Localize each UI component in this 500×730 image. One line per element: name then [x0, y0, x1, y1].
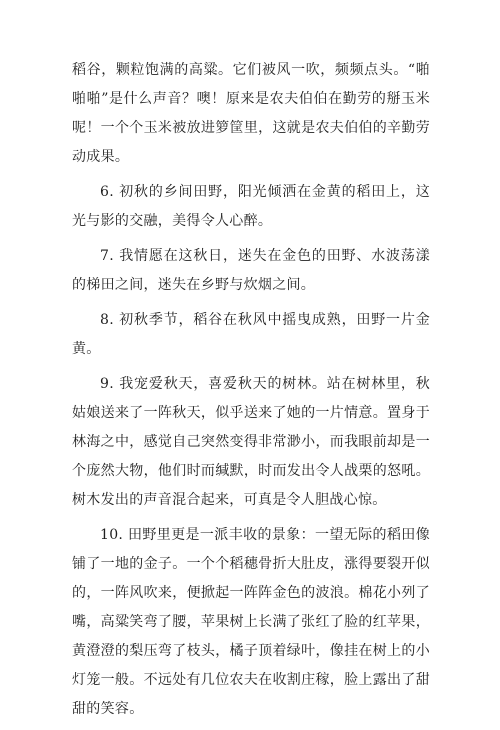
paragraph-8: 8. 初秋季节，稻谷在秋风中摇曳成熟，田野一片金黄。	[72, 312, 430, 357]
document-body	[72, 56, 430, 730]
paragraph-6: 6. 初秋的乡间田野，阳光倾洒在金黄的稻田上，这光与影的交融，美得令人心醉。	[72, 184, 430, 229]
paragraph-continuation: 稻谷，颗粒饱满的高粱。它们被风一吹，频频点头。“啪啪啪”是什么声音？噢！原来是农夫伯伯在勤劳的掰玉米呢！一个个玉米被放进箩筐里，这就是农夫伯伯的辛勤劳动成果。	[72, 62, 430, 165]
paragraph-7: 7. 我情愿在这秋日，迷失在金色的田野、水波荡漾的梯田之间，迷失在乡野与炊烟之间。	[72, 248, 430, 293]
paragraph-10: 10. 田野里更是一派丰收的景象：一望无际的稻田像铺了一地的金子。一个个稻穗骨折大肚皮，涨得要裂开似的，一阵风吹来，便掀起一阵阵金色的波浪。棉花小列了嘴，高粱笑弯了腰，苹果树上长满了张红了脸的红苹果，黄澄澄的梨压弯了枝头，橘子顶着绿叶，像挂在树上的小灯笼一般。不远处有几位农夫在收割庄稼，脸上露出了甜甜的笑容。	[72, 527, 430, 717]
paragraph-9: 9. 我宠爱秋天，喜爱秋天的树林。站在树林里，秋姑娘送来了一阵秋天，似乎送来了她的一片情意。置身于林海之中，感觉自己突然变得非常渺小，而我眼前却是一个庞然大物，他们时而缄默，时而发出令人战栗的怒吼。树木发出的声音混合起来，可真是令人胆战心惊。	[72, 376, 430, 508]
